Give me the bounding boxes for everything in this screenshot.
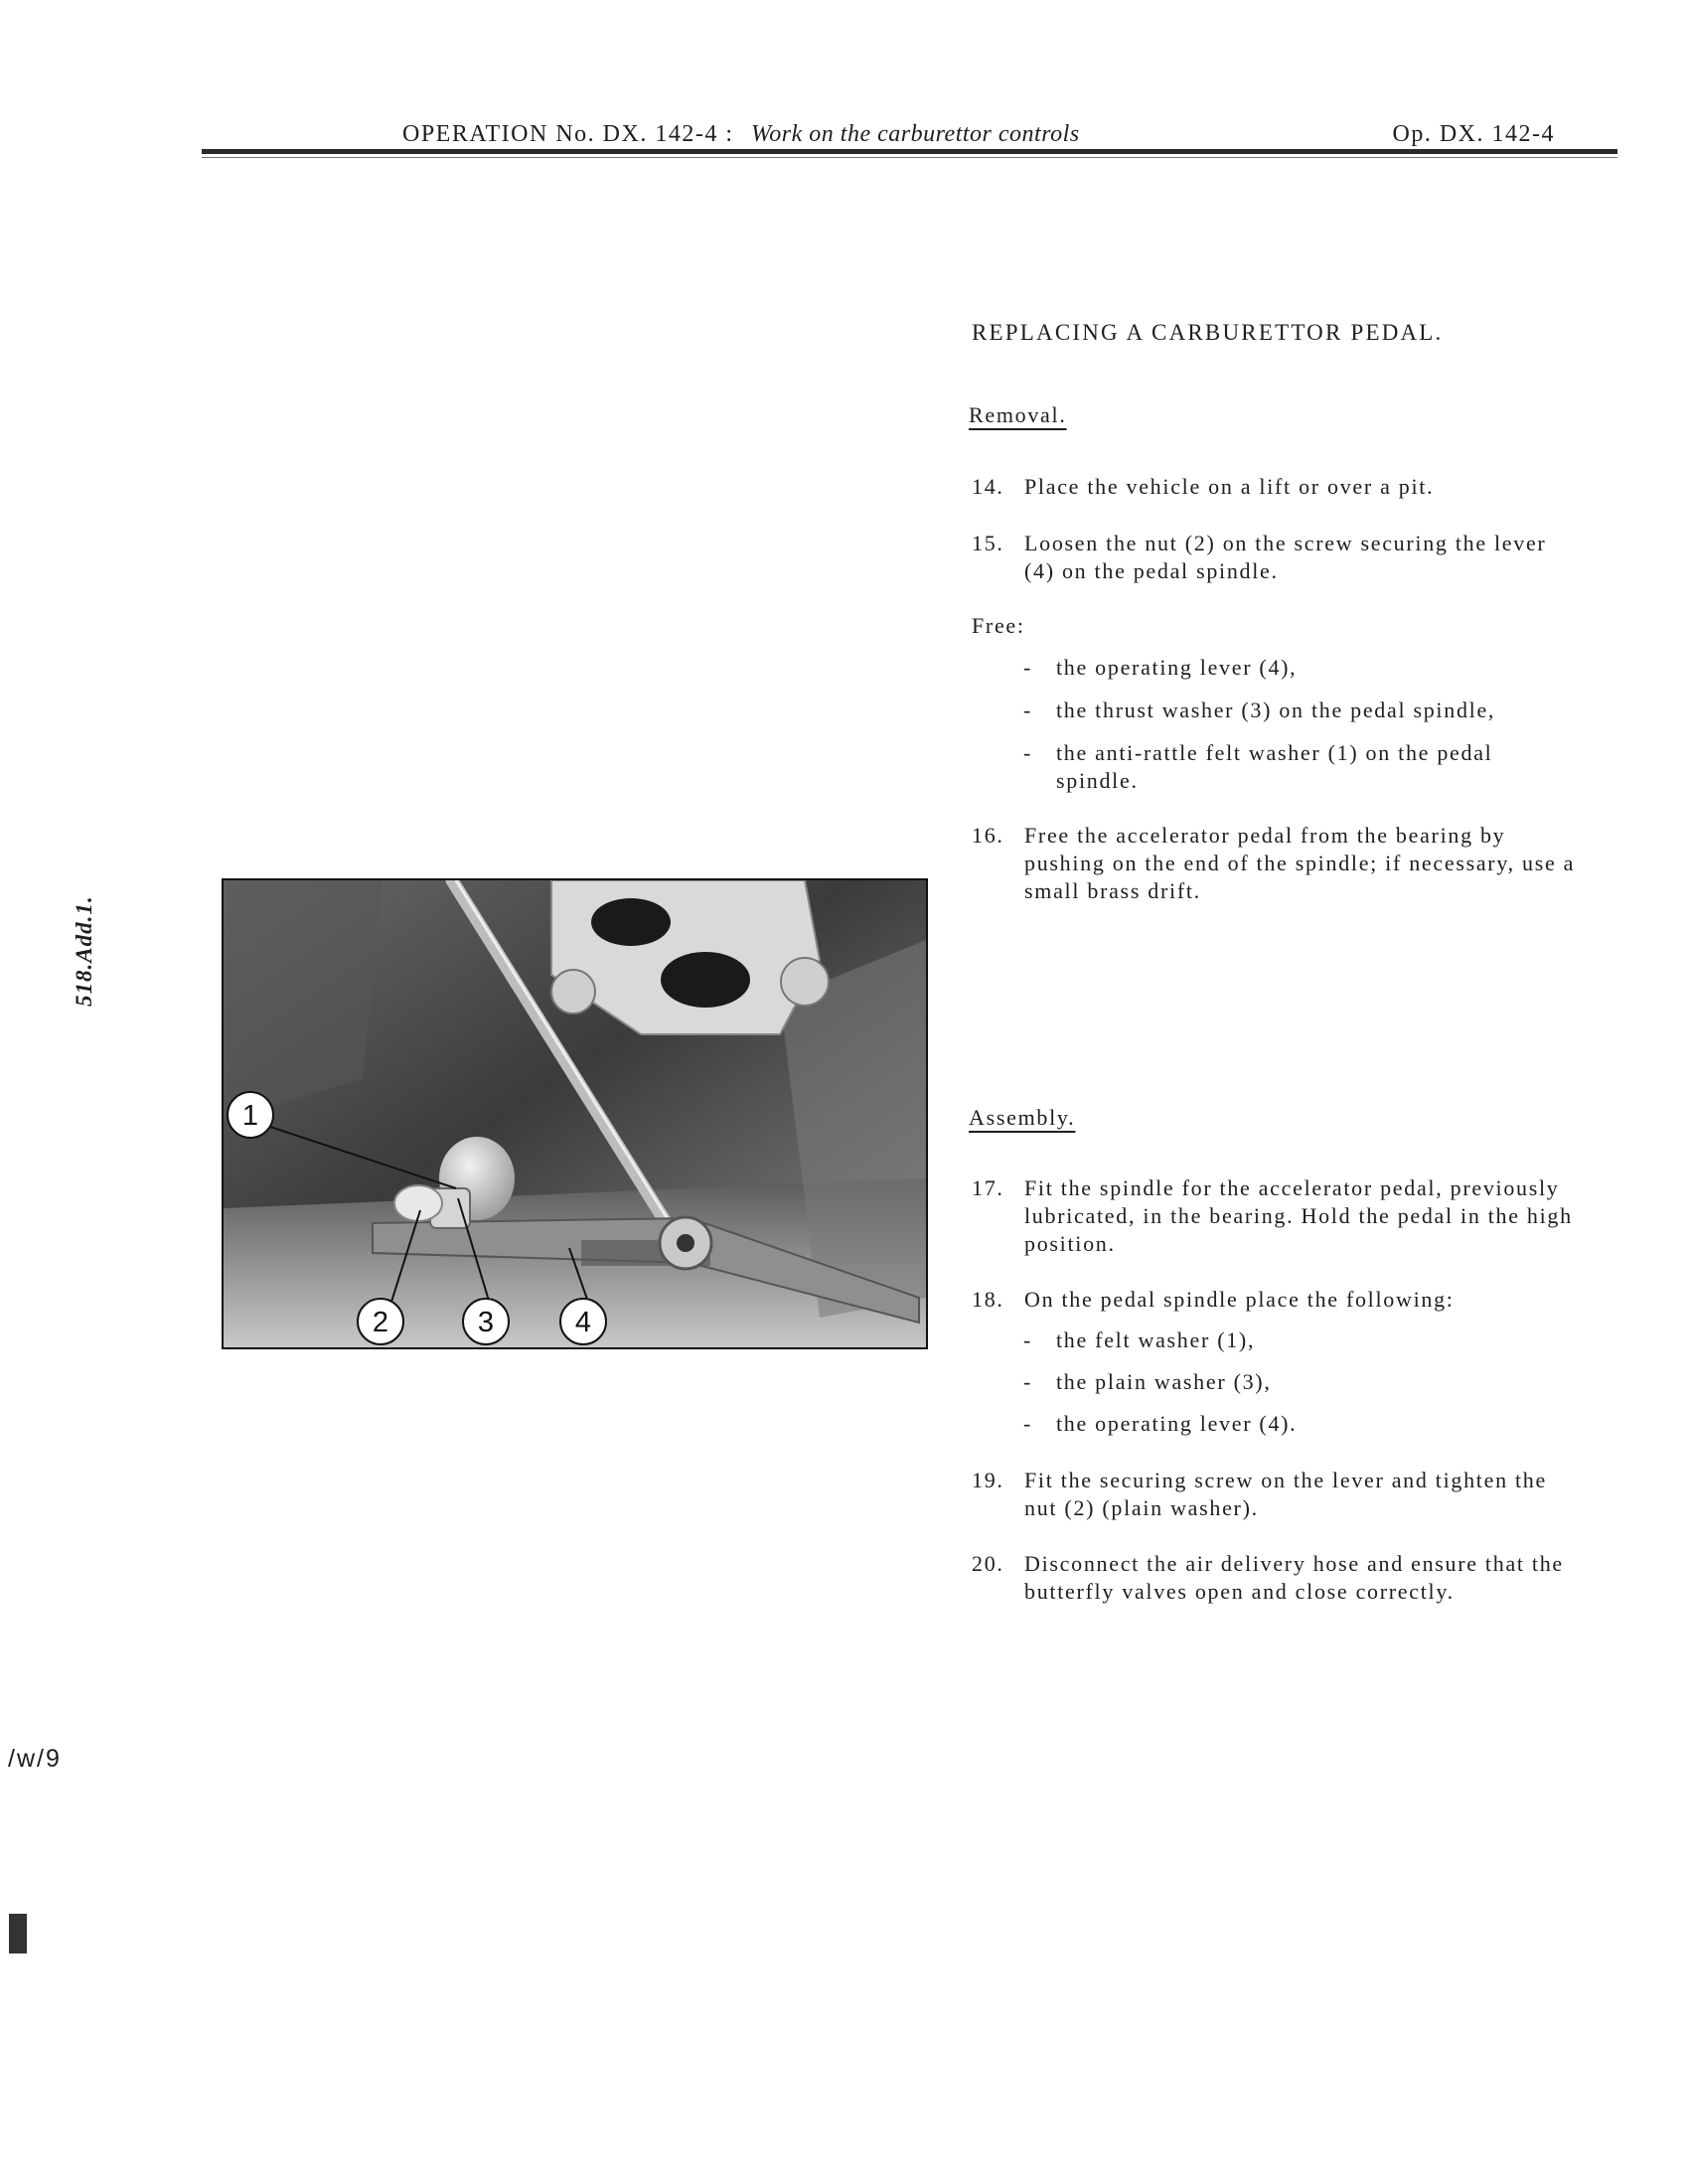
header-rule [202, 149, 1617, 154]
header-rule-thin [202, 157, 1617, 158]
free-item: - the operating lever (4), [1023, 654, 1580, 682]
operation-number: OPERATION No. DX. 142-4 : [402, 121, 734, 147]
operation-reference: Op. DX. 142-4 [1392, 121, 1555, 147]
pedal-assembly-illustration [224, 880, 926, 1347]
step-text: Fit the spindle for the accelerator pedal, previously lubricated, in the bearing. Hold the pedal in the high position. [1024, 1175, 1573, 1256]
step-15 [972, 530, 1580, 585]
free-item-text: the operating lever (4), [1056, 655, 1298, 680]
free-label: Free: [972, 613, 1025, 638]
step-16 [972, 822, 1580, 905]
step-text: On the pedal spindle place the following: [1024, 1287, 1455, 1312]
step-number: 19. [972, 1468, 1004, 1492]
step-number: 17. [972, 1175, 1004, 1200]
side-reference-label: 518.Add.1. [72, 895, 96, 1007]
step-20 [972, 1550, 1580, 1606]
margin-block-mark [9, 1914, 27, 1953]
place-item-text: the felt washer (1), [1056, 1327, 1256, 1352]
free-item-text: the anti-rattle felt washer (1) on the pedal spindle. [1056, 740, 1493, 793]
step-14 [972, 473, 1580, 501]
callout-2 [358, 1299, 403, 1344]
step-text: Loosen the nut (2) on the screw securing the lever (4) on the pedal spindle. [1024, 531, 1547, 583]
removal-heading: Removal. [969, 402, 1067, 427]
step-number: 20. [972, 1551, 1004, 1576]
callout-3 [463, 1299, 509, 1344]
free-item: - the thrust washer (3) on the pedal spindle, [1023, 697, 1580, 724]
svg-text:3: 3 [477, 1307, 495, 1338]
step-text: Disconnect the air delivery hose and ensure that the butterfly valves open and close correctly. [1024, 1551, 1564, 1604]
place-item: - the felt washer (1), [1023, 1326, 1580, 1354]
page-header [402, 121, 1080, 148]
place-item-text: the operating lever (4). [1056, 1411, 1298, 1436]
step-17 [972, 1174, 1580, 1258]
pedal-assembly-photo [222, 878, 928, 1349]
step-text: Place the vehicle on a lift or over a pit. [1024, 474, 1435, 499]
step-number: 18. [972, 1287, 1004, 1312]
svg-text:4: 4 [574, 1307, 592, 1338]
step-number: 15. [972, 531, 1004, 555]
place-item: - the operating lever (4). [1023, 1410, 1580, 1438]
place-item-text: the plain washer (3), [1056, 1369, 1272, 1394]
assembly-heading: Assembly. [969, 1105, 1076, 1130]
section-title: REPLACING A CARBURETTOR PEDAL. [972, 320, 1444, 345]
place-item: - the plain washer (3), [1023, 1368, 1580, 1396]
free-item-text: the thrust washer (3) on the pedal spindle, [1056, 698, 1496, 722]
free-item: - the anti-rattle felt washer (1) on the pedal spindle. [1023, 739, 1580, 795]
step-text: Free the accelerator pedal from the bearing by pushing on the end of the spindle; if necessary, use a small brass drift. [1024, 823, 1576, 903]
step-number: 16. [972, 823, 1004, 848]
step-number: 14. [972, 474, 1004, 499]
svg-text:1: 1 [241, 1100, 259, 1132]
callout-1 [228, 1092, 273, 1138]
step-19 [972, 1467, 1580, 1522]
callout-4 [560, 1299, 606, 1344]
operation-title: Work on the carburettor controls [751, 121, 1080, 147]
step-text: Fit the securing screw on the lever and tighten the nut (2) (plain washer). [1024, 1468, 1547, 1520]
step-18 [972, 1286, 1580, 1314]
svg-text:2: 2 [372, 1307, 389, 1338]
side-code: /w/9 [8, 1745, 62, 1773]
